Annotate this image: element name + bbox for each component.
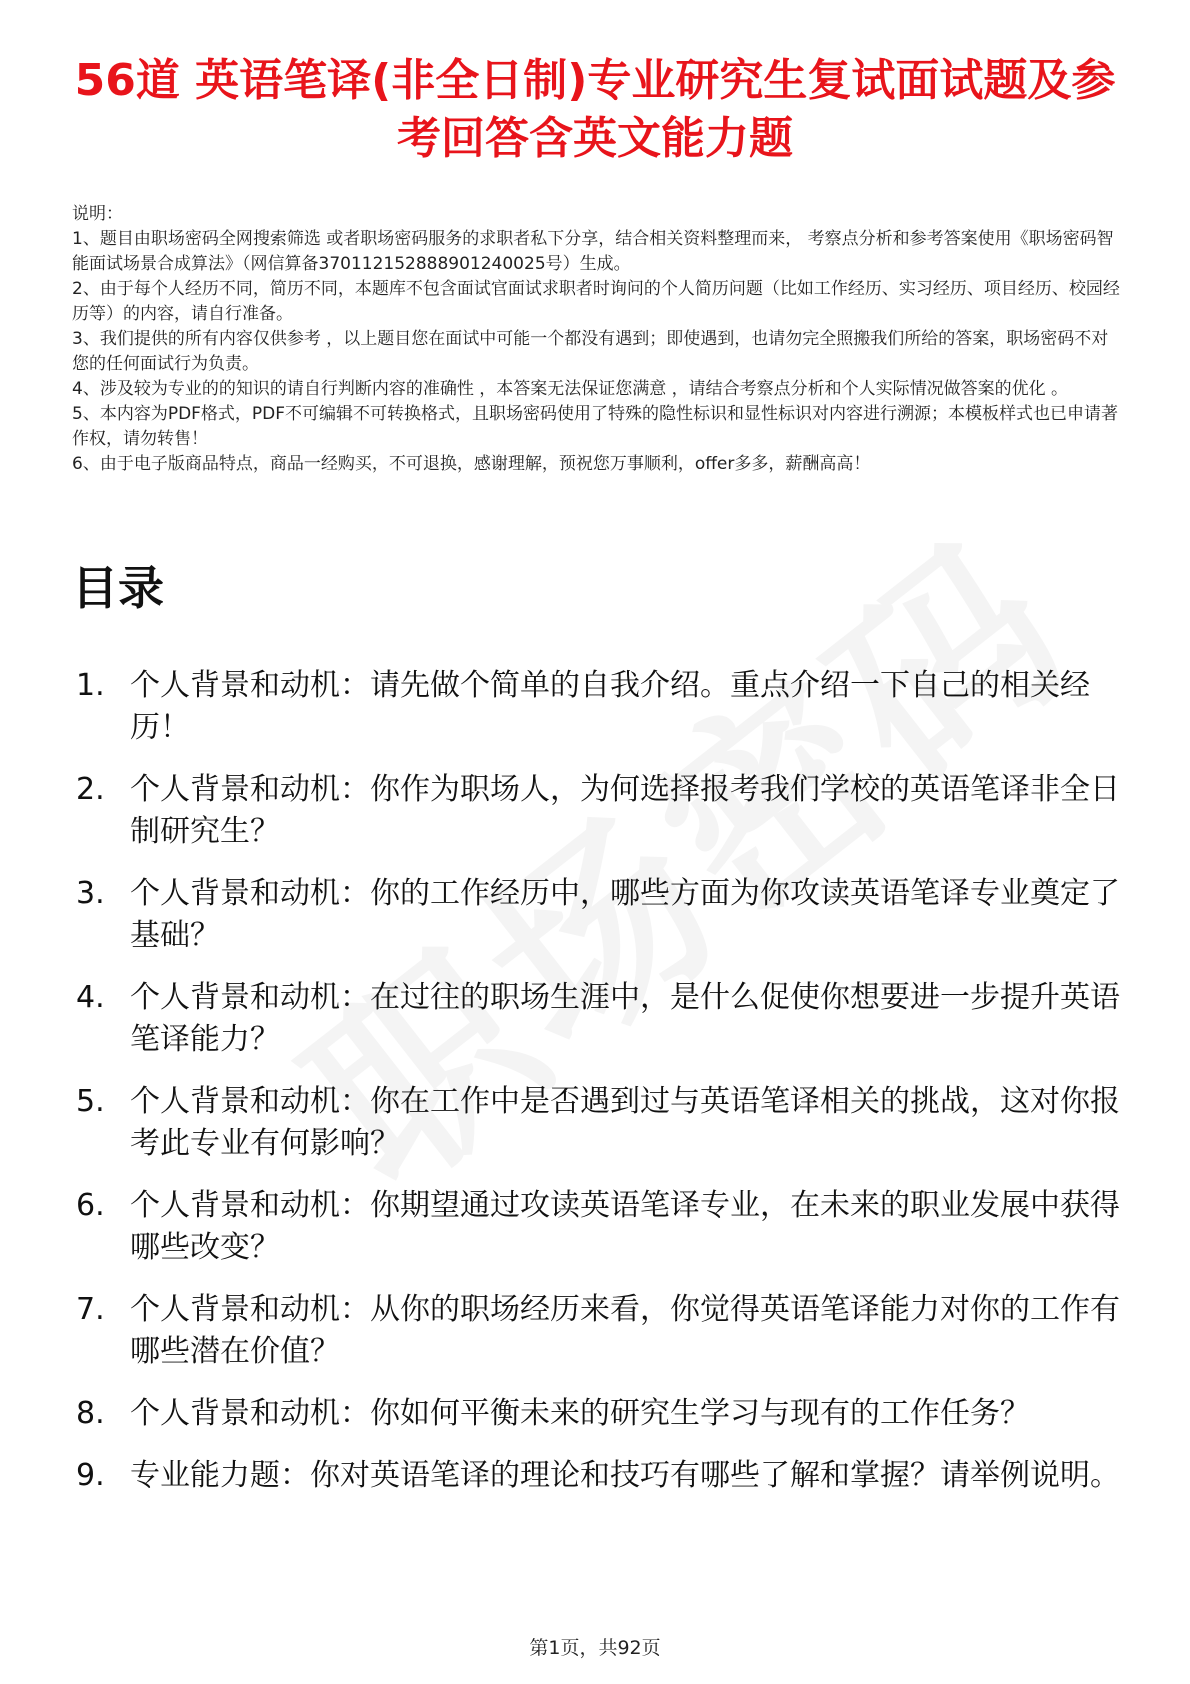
toc-item[interactable] — [72, 1185, 1122, 1269]
toc-item-number: 9. — [76, 1458, 105, 1493]
toc-item-text: 个人背景和动机：在过往的职场生涯中，是什么促使你想要进一步提升英语笔译能力？ — [130, 980, 1120, 1057]
toc-item[interactable] — [72, 1393, 1122, 1435]
document-title: 56道 英语笔译(非全日制)专业研究生复试面试题及参考回答含英文能力题 — [74, 55, 1116, 164]
toc-item[interactable] — [72, 873, 1122, 957]
toc-item-number: 8. — [76, 1396, 105, 1431]
toc-item-text: 个人背景和动机：你在工作中是否遇到过与英语笔译相关的挑战，这对你报考此专业有何影响？ — [130, 1084, 1120, 1161]
toc-item-text: 专业能力题：你对英语笔译的理论和技巧有哪些了解和掌握？请举例说明。 — [130, 1458, 1120, 1493]
toc-item-text: 个人背景和动机：你如何平衡未来的研究生学习与现有的工作任务？ — [130, 1396, 1030, 1431]
note-item: 3、我们提供的所有内容仅供参考 ，以上题目您在面试中可能一个都没有遇到；即使遇到，也请勿完全照搬我们所给的答案，职场密码不对您的任何面试行为负责。 — [72, 329, 1109, 374]
page-footer: 第1页，共92页 — [529, 1637, 661, 1659]
toc-item-text: 个人背景和动机：你期望通过攻读英语笔译专业，在未来的职业发展中获得哪些改变？ — [130, 1188, 1120, 1265]
toc-item[interactable] — [72, 1289, 1122, 1373]
toc-item-number: 3. — [76, 876, 105, 911]
note-item: 5、本内容为PDF格式，PDF不可编辑不可转换格式，且职场密码使用了特殊的隐性标识和显性标识对内容进行溯源；本模板样式也已申请著作权，请勿转售！ — [72, 404, 1119, 449]
toc-item-number: 7. — [76, 1292, 105, 1327]
toc-item-text: 个人背景和动机：请先做个简单的自我介绍。重点介绍一下自己的相关经历！ — [130, 668, 1090, 745]
note-item: 6、由于电子版商品特点，商品一经购买，不可退换，感谢理解，预祝您万事顺利，offer多多，薪酬高高！ — [72, 454, 871, 474]
toc-item-number: 2. — [76, 772, 105, 807]
toc-item[interactable] — [72, 1081, 1122, 1165]
toc-item-number: 4. — [76, 980, 105, 1015]
toc-item-text: 个人背景和动机：从你的职场经历来看，你觉得英语笔译能力对你的工作有哪些潜在价值？ — [130, 1292, 1120, 1369]
toc-item[interactable] — [72, 1455, 1122, 1497]
toc-item[interactable] — [72, 769, 1122, 853]
note-item: 2、由于每个人经历不同，简历不同，本题库不包含面试官面试求职者时询问的个人简历问题（比如工作经历、实习经历、项目经历、校园经历等）的内容，请自行准备。 — [72, 279, 1120, 324]
toc-item-number: 1. — [76, 668, 105, 703]
toc-item[interactable] — [72, 665, 1122, 749]
note-item: 4、涉及较为专业的的知识的请自行判断内容的准确性 ，本答案无法保证您满意 ，请结合考察点分析和个人实际情况做答案的优化 。 — [72, 379, 1069, 399]
toc-heading: 目录 — [72, 561, 164, 615]
toc-item-number: 6. — [76, 1188, 105, 1223]
notes-section — [72, 202, 1122, 477]
notes-heading: 说明： — [72, 204, 123, 224]
toc-item-text: 个人背景和动机：你的工作经历中，哪些方面为你攻读英语笔译专业奠定了基础？ — [130, 876, 1120, 953]
toc-item-text: 个人背景和动机：你作为职场人，为何选择报考我们学校的英语笔译非全日制研究生？ — [130, 772, 1120, 849]
note-item: 1、题目由职场密码全网搜索筛选 或者职场密码服务的求职者私下分享，结合相关资料整理而来， 考察点分析和参考答案使用《职场密码智能面试场景合成算法》（网信算备370112152888901240025号）生成。 — [72, 229, 1114, 274]
toc-item[interactable] — [72, 977, 1122, 1061]
toc-item-number: 5. — [76, 1084, 105, 1119]
toc-list — [72, 665, 1122, 1517]
